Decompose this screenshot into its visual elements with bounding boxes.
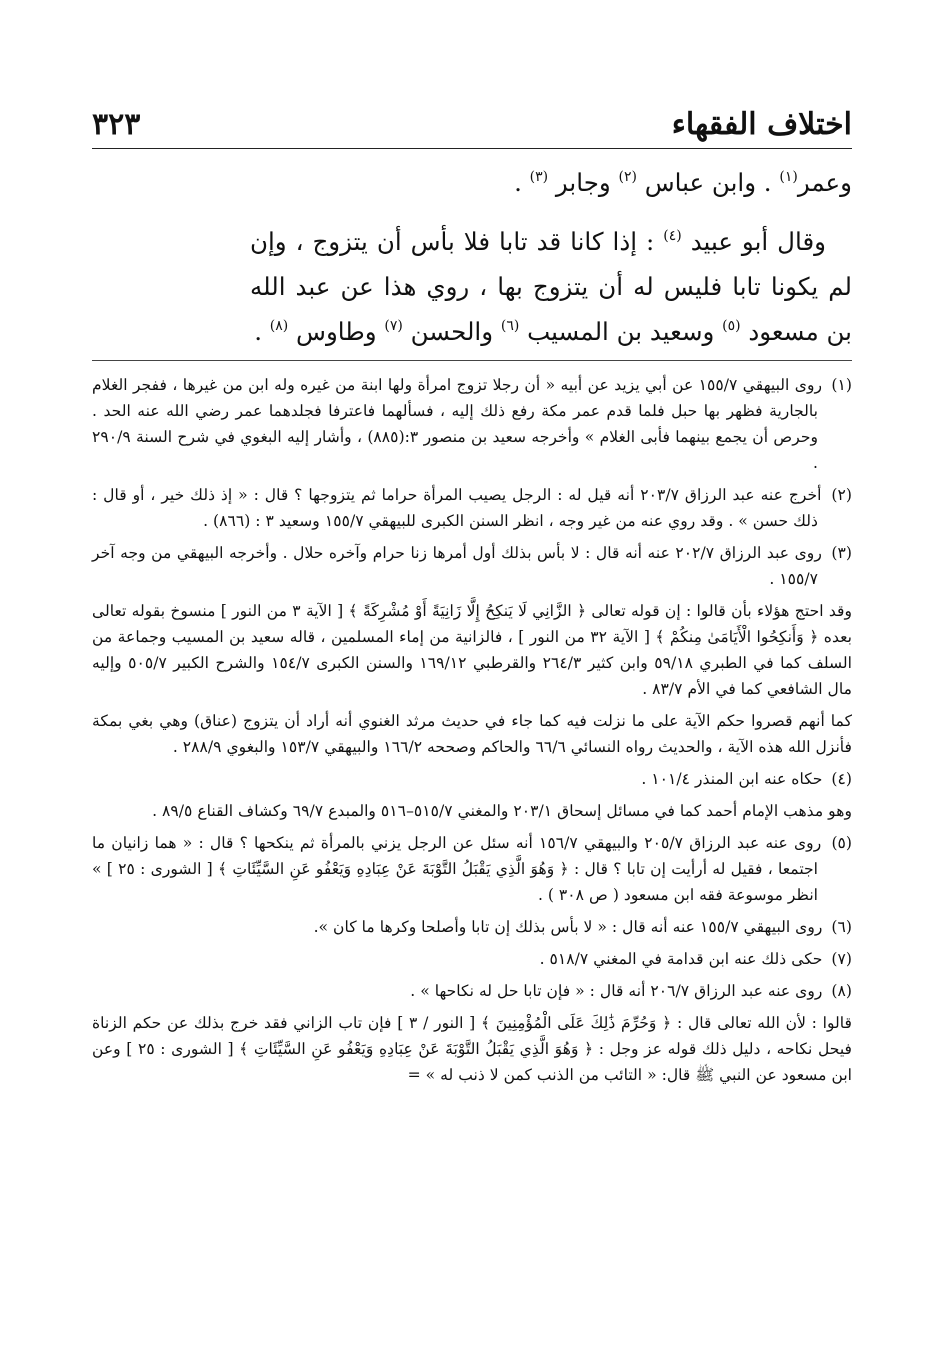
footnote-number: (١) [831,376,852,394]
footnote-ref[interactable]: (١) [779,169,798,185]
footnote-ref[interactable]: (٣) [529,169,549,185]
footnote-1 [92,372,852,476]
footnote-text: حكاه عنه ابن المنذر ١٠١/٤ . [641,770,823,788]
footnote-rule [92,360,852,361]
running-head [92,88,852,140]
footnote-number: (٣) [831,544,852,562]
text-run: وعمر [797,168,852,197]
footnote-3-continuation: وقد احتج هؤلاء بأن قالوا : إن قوله تعالى ﴿ الزَّانِي لَا يَنكِحُ إِلَّا زَانِيَةً أَوْ مُشْرِكَةً ﴾ [ الآية ٣ من النور ] منسوخ بقوله تعالى بعده ﴿ وَأَنكِحُوا الْأَيَامَىٰ مِنكُمْ ﴾ [ الآية ٣٢ من النور ] ، فالزانية من إماء المسلمين ، قاله سعيد بن المسيب وجماعة من السلف كما في الطبري ٥٩/١٨ وابن كثير ٢٦٤/٣ والقرطبي ١٦٩/١٢ والسنن الكبرى ١٥٤/٧ والشرح الكبير ٥٠٥/٧ وإليه مال الشافعي كما في الأم ٨٣/٧ . [92,602,853,698]
footnote-number: (٤) [831,770,852,788]
footnote-text: روى عنه عبد الرزاق ٢٠٥/٧ والبيهقي ١٥٦/٧ أنه سئل عن الرجل يزني بالمرأة ثم ينكحها ؟ قال : « هما زانيان ما اجتمعا ، فقيل له أرأيت إن تابا ؟ قال : ﴿ وَهُوَ الَّذِي يَقْبَلُ التَّوْبَةَ عَنْ عِبَادِهِ وَيَعْفُو عَنِ السَّيِّئَاتِ ﴾ [ الشورى : ٢٥ ] » انظر موسوعة فقه ابن مسعود ( ص ٣٠٨ ) . [92,834,822,904]
footnote-ref[interactable]: (٤) [663,228,682,244]
footnote-5 [92,830,852,908]
footnote-6 [92,914,852,940]
main-line-1 [250,160,852,205]
text-run: . وابن عباس [636,168,780,197]
text-run: وقال أبو عبيد [681,227,826,256]
footnote-3-continuation: كما أنهم قصروا حكم الآية على ما نزلت فيه كما جاء في حديث مرثد الغنوي أنه أراد أن يتزوج (عناق) وهي بغي بمكة فأنزل الله هذه الآية ، والحديث رواه النسائي ٦٦/٦ والحاكم وصححه ١٦٦/٢ والبيهقي ١٥٣/٧ والبغوي ٢٨٨/٩ . [92,712,852,756]
text-run: وطاوس [288,317,385,346]
footnote-4 [92,766,852,792]
text-run: . [514,168,530,197]
main-text [250,160,852,354]
footnote-2 [92,482,852,534]
footnote-text: أخرج عنه عبد الرزاق ٢٠٣/٧ أنه قيل له : الرجل يصيب المرأة حراما ثم يتزوجها ؟ قال : « إذ ذلك خير ، أو قال : ذلك حسن » . وقد روي عنه من غير وجه ، انظر السنن الكبرى للبيهقي ١٥٥/٧ وسعيد ٣ : (٨٦٦) . [92,486,822,530]
footnote-ref[interactable]: (٨) [269,318,289,334]
footnote-ref[interactable]: (٥) [722,318,741,334]
running-title: اختلاف الفقهاء [671,107,852,142]
text-run: . [254,317,270,346]
footnotes [92,372,852,1094]
text-run: والحسن [402,317,501,346]
footnote-7 [92,946,852,972]
footnote-8-continuation: قالوا : لأن الله تعالى قال : ﴿ وَحُرِّمَ ذَٰلِكَ عَلَى الْمُؤْمِنِينَ ﴾ [ النور / ٣ ] فإن تاب الزاني فقد خرج بذلك عن حكم الزناة فيحل نكاحه ، دليل ذلك قوله عز وجل : ﴿ وَهُوَ الَّذِي يَقْبَلُ التَّوْبَةَ عَنْ عِبَادِهِ وَيَعْفُو عَنِ السَّيِّئَاتِ ﴾ [ الشورى : ٢٥ ] وعن ابن مسعود عن النبي ﷺ قال: « التائب من الذنب كمن لا ذنب له » = [92,1014,852,1084]
footnote-ref[interactable]: (٢) [618,169,637,185]
text-run: وسعيد بن المسيب [519,317,723,346]
page-number: ٣٢٣ [92,107,141,142]
footnote-number: (٧) [831,950,852,968]
footnote-ref[interactable]: (٦) [500,318,520,334]
footnote-3 [92,540,852,592]
footnote-8 [92,978,852,1004]
text-run: : إذا كانا قد تابا فلا بأس أن يتزوج ، وإن لم يكونا تابا فليس له أن يتزوج بها ، روي هذا عن عبد الله بن مسعود [250,227,852,346]
footnote-text: روى عنه عبد الرزاق ٢٠٦/٧ أنه قال : « فإن تابا حل له نكاحها » . [410,982,823,1000]
footnote-4-continuation: وهو مذهب الإمام أحمد كما في مسائل إسحاق ٢٠٣/١ والمغني ٥١٥/٧–٥١٦ والمبدع ٦٩/٧ وكشاف القناع ٨٩/٥ . [152,802,852,820]
footnote-number: (٦) [831,918,852,936]
footnote-text: روى البيهقي ١٥٥/٧ عن أبي يزيد عن أبيه « أن رجلا تزوج امرأة ولها ابنة من غيره وله ابن من غيرها ، ففجر الغلام بالجارية فظهر بها حبل فلما قدم عمر مكة رفع ذلك إليه ، فسألهما فاعترفا فجلدهما عمر رضي الله عنه الحد . وحرص أن يجمع بينهما فأبى الغلام » وأخرجه سعيد بن منصور ٣:(٨٨٥) ، وأشار إليه البغوي في شرح السنة ٢٩٠/٩ . [92,376,823,472]
main-paragraph-2 [250,219,852,354]
footnote-number: (٨) [831,982,852,1000]
footnote-number: (٥) [831,834,853,852]
footnote-ref[interactable]: (٧) [384,318,403,334]
header-rule [92,148,852,149]
footnote-text: روى عبد الرزاق ٢٠٢/٧ عنه أنه قال : لا بأس بذلك أول أمرها زنا حرام وآخره حلال . وأخرجه البيهقي من وجه آخر ١٥٥/٧ . [92,544,822,588]
footnote-text: حكى ذلك عنه ابن قدامة في المغني ٥١٨/٧ . [539,950,823,968]
text-run: وجابر [548,168,619,197]
footnote-number: (٢) [831,486,852,504]
footnote-text: روى البيهقي ١٥٥/٧ عنه أنه قال : « لا بأس بذلك إن تابا وأصلحا وكرها ما كان ». [313,918,823,936]
